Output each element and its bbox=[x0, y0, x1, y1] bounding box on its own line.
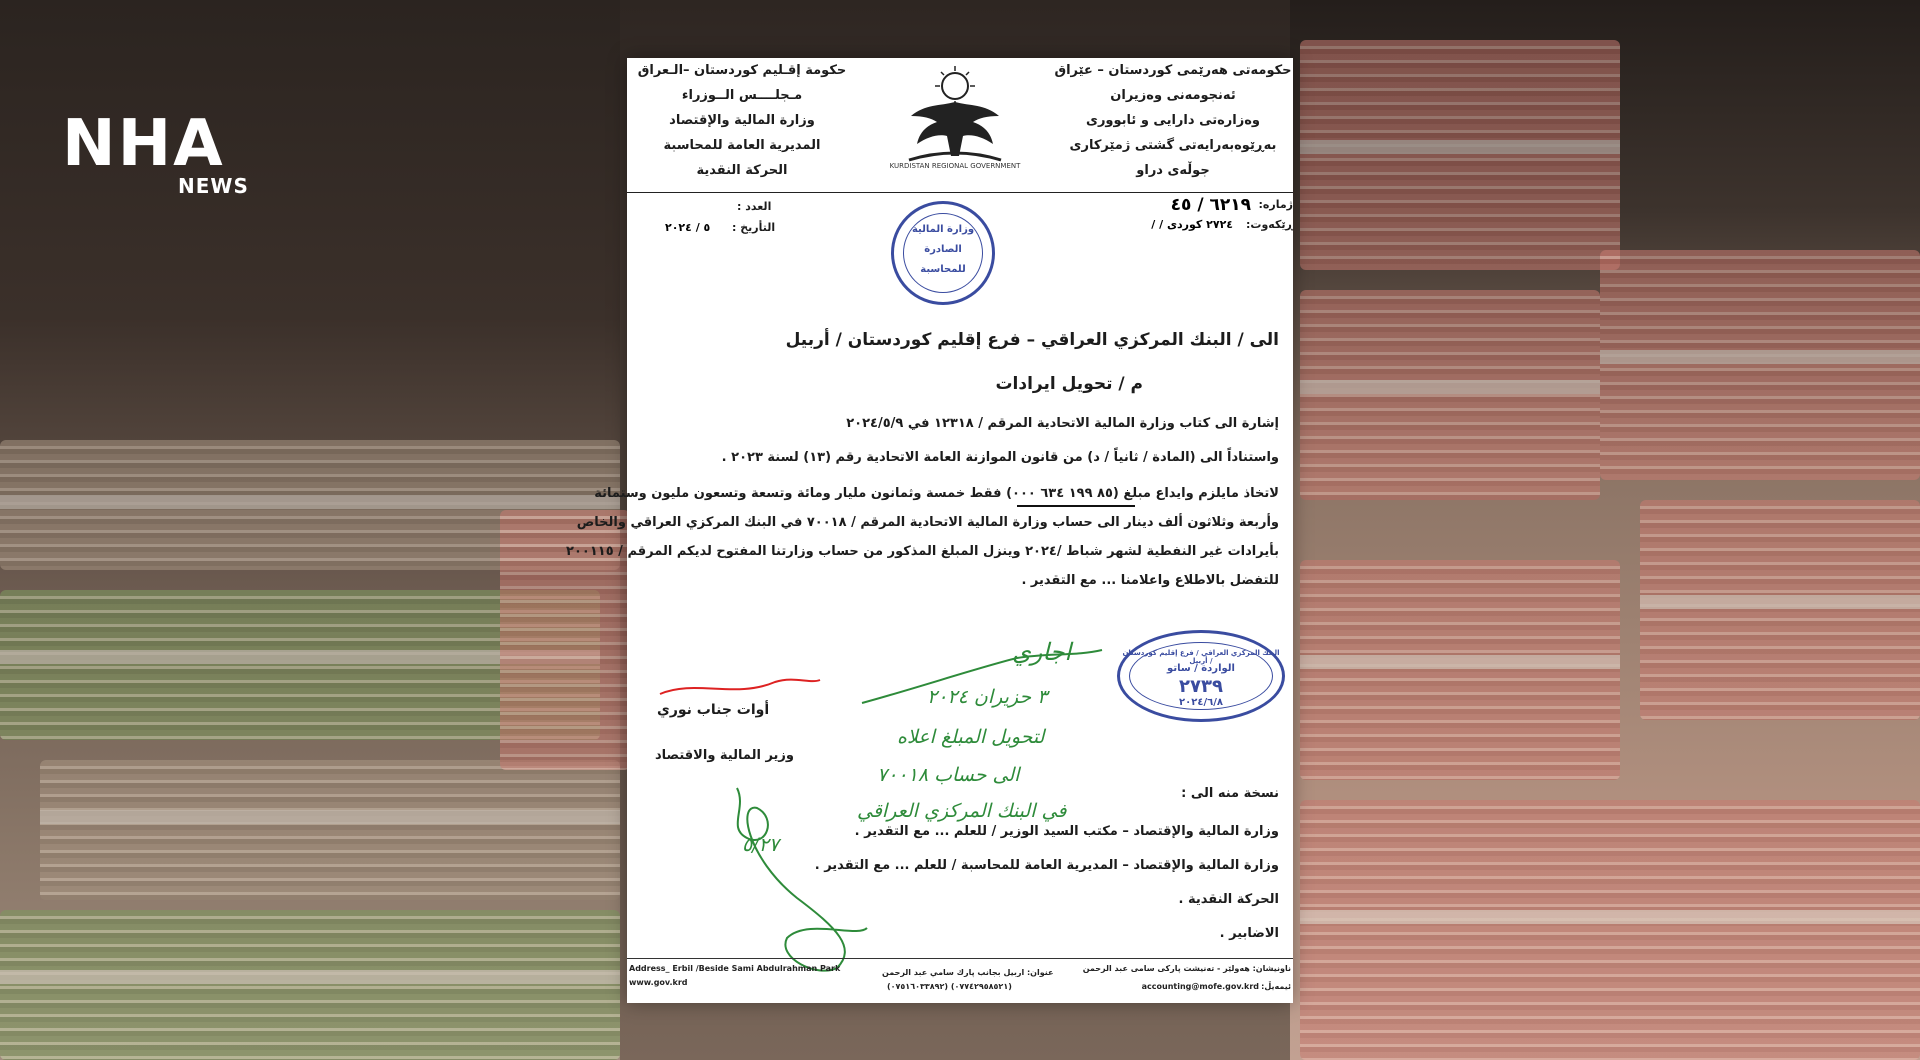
number-label: العدد : bbox=[737, 200, 772, 213]
footer-divider bbox=[627, 958, 1293, 959]
stamp-line: للمحاسبة bbox=[920, 264, 966, 275]
body-line: لاتخاذ مايلزم وايداع مبلغ (٨٥ ١٩٩ ٦٣٤ ٠٠٠) فقط خمسة وثمانون مليار ومائة وتسعة وتسعون مليون وستمائة bbox=[594, 486, 1279, 501]
handwritten-note: في البنك المركزي العراقي bbox=[857, 800, 1067, 822]
banknote-stack bbox=[1300, 290, 1600, 500]
header-line: جوڵەی دراو bbox=[1136, 163, 1210, 178]
stamp-line: البنك المركزي العراقي / فرع إقليم كوردستان / أربيل bbox=[1122, 649, 1280, 665]
stamp-line: ٢٧٣٩ bbox=[1179, 676, 1223, 697]
signatory-name: أوات جناب نوري bbox=[657, 702, 770, 718]
header-divider bbox=[627, 192, 1293, 193]
emblem-caption: KURDISTAN REGIONAL GOVERNMENT bbox=[889, 162, 1021, 170]
subject: م / تحويل ايرادات bbox=[995, 374, 1143, 394]
body-line: بأيرادات غير النفطية لشهر شباط /٢٠٢٤ وينزل المبلغ المذكور من حساب وزارتنا المفتوح لديكم المرقم / ٢٠٠١١٥ bbox=[566, 544, 1279, 559]
signature-date: ٥/٢٧ bbox=[742, 834, 780, 856]
header-line: ئەنجومەنی وەزیران bbox=[1110, 88, 1236, 103]
handwritten-note: اجاري bbox=[1012, 638, 1072, 666]
header-line: المديرية العامة للمحاسبة bbox=[663, 138, 821, 153]
stamp-line: وزارة المالية bbox=[911, 224, 975, 235]
reference-line: إشارة الى كتاب وزارة المالية الاتحادية المرقم / ١٢٣١٨ في ٢٠٢٤/٥/٩ bbox=[846, 416, 1279, 431]
official-letter bbox=[566, 58, 1293, 1003]
received-stamp bbox=[1117, 630, 1285, 722]
banknote-stack bbox=[1600, 250, 1920, 480]
footer-address-en: Address_ Erbil /Beside Sami Abdulrahman Park bbox=[629, 964, 841, 973]
minister-signature bbox=[717, 778, 877, 978]
amount-underline bbox=[1017, 505, 1135, 507]
handwritten-stroke bbox=[857, 648, 1107, 708]
stamp-line: الصادرة bbox=[924, 244, 962, 255]
footer-website: www.gov.krd bbox=[629, 978, 688, 987]
header-line: حكومة إقـليم كوردستان –الـعراق bbox=[637, 63, 847, 78]
copy-recipient: وزارة المالية والإقتصاد – مكتب السيد الوزير / للعلم ... مع التقدير . bbox=[854, 824, 1279, 839]
footer-address-ar: عنوان: اربيل بجانب پارك سامي عبد الرحمن bbox=[882, 968, 1054, 977]
handwritten-note: لتحويل المبلغ اعلاه bbox=[897, 726, 1045, 748]
kurdish-number-value: ٦٢١٩ / ٤٥ bbox=[1170, 195, 1251, 215]
stamp-line: ٢٠٢٤/٦/٨ bbox=[1179, 697, 1223, 708]
handwritten-note: ٣ حزيران ٢٠٢٤ bbox=[927, 686, 1048, 708]
legal-basis-line: واستناداً الى (المادة / ثانياً / د) من قانون الموازنة العامة الاتحادية رقم (١٣) لسنة ٢٠٢٣ . bbox=[721, 450, 1279, 465]
copies-heading: نسخة منه الى : bbox=[1181, 786, 1279, 801]
header-line: وزارة المالية والإقتصاد bbox=[669, 113, 815, 128]
footer-email-label: ئیمەیڵ: bbox=[1261, 982, 1291, 991]
addressee: الى / البنك المركزي العراقي – فرع إقليم كوردستان / أربيل bbox=[785, 330, 1279, 350]
footer-phones: (٠٧٥١٦٠٣٣٨٩٢) (٠٧٧٤٢٩٥٨٥٢١) bbox=[887, 982, 1012, 991]
date-value: ٥ / ٢٠٢٤ bbox=[665, 221, 711, 234]
date-label: التأريخ : bbox=[732, 221, 776, 234]
header-kurdish bbox=[1053, 58, 1293, 183]
handwritten-note: الى حساب ٧٠٠١٨ bbox=[877, 764, 1020, 786]
banknote-stack bbox=[0, 910, 620, 1060]
banknote-stack bbox=[1300, 560, 1620, 780]
stamp-line: الواردة / ساتو bbox=[1167, 663, 1235, 674]
banknote-stack bbox=[1300, 40, 1620, 270]
copy-recipient: الاضابير . bbox=[1219, 926, 1279, 941]
body-line: للتفضل بالاطلاع واعلامنا ... مع التقدير . bbox=[1021, 573, 1279, 588]
banknote-stack bbox=[40, 760, 620, 900]
copy-recipient: وزارة المالية والإقتصاد – المديرية العامة للمحاسبة / للعلم ... مع التقدير . bbox=[814, 858, 1279, 873]
body-line: وأربعة وثلاثون ألف دينار الى حساب وزارة المالية الاتحادية المرقم / ٧٠٠١٨ في البنك المركزي العراقي والخاص bbox=[576, 515, 1279, 530]
header-line: بەڕێوەبەرایەتی گشتی ژمێرکاری bbox=[1069, 138, 1277, 153]
ministry-stamp bbox=[891, 201, 995, 305]
header-line: وەزارەتی دارایی و ئابووری bbox=[1086, 113, 1260, 128]
nha-news-logo bbox=[62, 107, 262, 202]
kurdistan-emblem-icon bbox=[895, 64, 1015, 176]
banknote-stack bbox=[1300, 800, 1920, 1060]
banknote-stack bbox=[1640, 500, 1920, 720]
logo-subtitle: NEWS bbox=[178, 174, 249, 198]
kurdish-number-label: ژمارە: bbox=[1258, 198, 1293, 211]
kurdish-date-value: / / ٢٧٢٤ کوردی bbox=[1151, 218, 1233, 231]
header-line: مـجلــــس الــوزراء bbox=[681, 88, 803, 103]
footer-address-ku: ناونیشان: هەولێر - تەنیشت پارکی سامی عبد الرحمن bbox=[1082, 964, 1291, 973]
logo-wordmark: NHA bbox=[62, 107, 225, 181]
footer-email: accounting@mofe.gov.krd bbox=[1141, 982, 1259, 991]
copy-recipient: الحركة النقدية . bbox=[1178, 892, 1279, 907]
header-arabic bbox=[627, 58, 857, 183]
kurdish-date-label: ڕێکەوت: bbox=[1246, 218, 1293, 231]
header-line: الحركة النقدية bbox=[696, 163, 788, 178]
signatory-title: وزير المالية والاقتصاد bbox=[655, 748, 794, 763]
header-line: حكومەتی هەرێمی کوردستان – عێراق bbox=[1054, 63, 1292, 78]
signature-scribble bbox=[655, 674, 825, 704]
